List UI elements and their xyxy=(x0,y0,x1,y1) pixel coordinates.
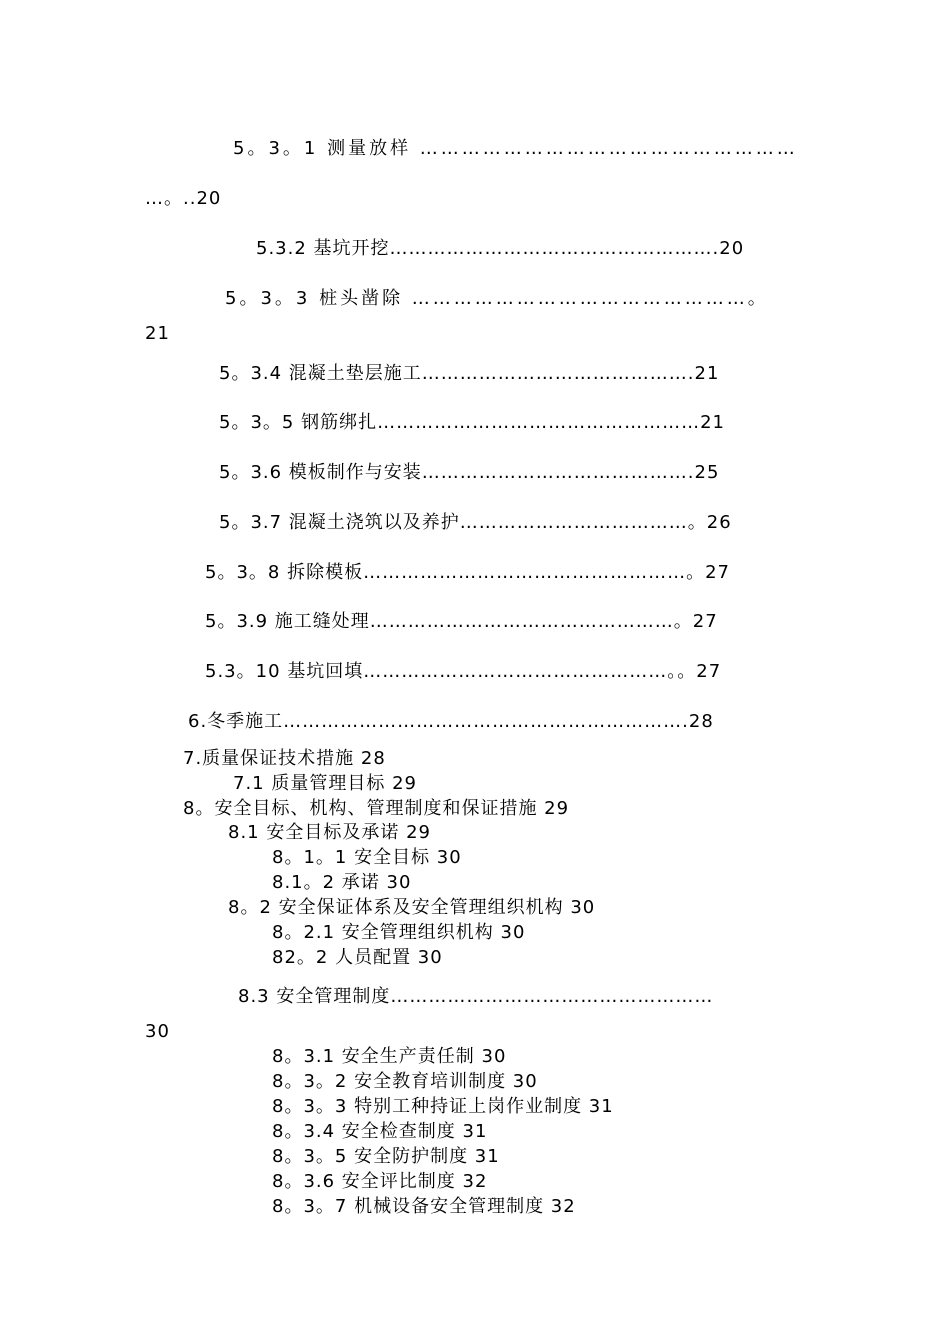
toc-entry-8-3-7: 8。3。7 机械设备安全管理制度 32 xyxy=(272,1196,576,1217)
toc-entry-5-3-7: 5。3.7 混凝土浇筑以及养护………………………………。26 xyxy=(219,512,732,533)
toc-entry-7: 7.质量保证技术措施 28 xyxy=(183,748,386,769)
toc-entry-5-3-3-page: 21 xyxy=(145,323,170,344)
toc-entry-8-3-4: 8。3.4 安全检查制度 31 xyxy=(272,1121,488,1142)
toc-entry-8-3-6: 8。3.6 安全评比制度 32 xyxy=(272,1171,488,1192)
toc-entry-5-3-6: 5。3.6 模板制作与安装…………………………………….25 xyxy=(219,462,720,483)
toc-entry-8-2-1: 8。2.1 安全管理组织机构 30 xyxy=(272,922,526,943)
toc-entry-5-3-4: 5。3.4 混凝土垫层施工…………………………………….21 xyxy=(219,363,720,384)
toc-entry-8-3: 8.3 安全管理制度…………………………………………… xyxy=(238,986,714,1007)
toc-entry-8-1: 8.1 安全目标及承诺 29 xyxy=(228,822,431,843)
toc-entry-8-1-2: 8.1。2 承诺 30 xyxy=(272,872,412,893)
toc-entry-8-3-page: 30 xyxy=(145,1021,170,1042)
toc-entry-6: 6.冬季施工……………………………………………………….28 xyxy=(188,711,714,732)
toc-entry-5-3-8: 5。3。8 拆除模板……………………………………………。27 xyxy=(205,562,730,583)
toc-entry-8-1-1: 8。1。1 安全目标 30 xyxy=(272,847,462,868)
toc-entry-8-3-2: 8。3。2 安全教育培训制度 30 xyxy=(272,1071,538,1092)
toc-entry-8-3-5: 8。3。5 安全防护制度 31 xyxy=(272,1146,500,1167)
toc-entry-8: 8。安全目标、机构、管理制度和保证措施 29 xyxy=(183,798,570,819)
toc-entry-5-3-9: 5。3.9 施工缝处理…………………………………………。27 xyxy=(205,611,718,632)
toc-entry-8-3-1: 8。3.1 安全生产责任制 30 xyxy=(272,1046,507,1067)
toc-entry-5-3-1-page: …。..20 xyxy=(145,188,222,209)
toc-entry-8-3-3: 8。3。3 特别工种持证上岗作业制度 31 xyxy=(272,1096,614,1117)
toc-entry-8-2: 8。2 安全保证体系及安全管理组织机构 30 xyxy=(228,897,596,918)
toc-entry-5-3-10: 5.3。10 基坑回填…………………………………………。。27 xyxy=(205,661,722,682)
toc-entry-5-3-3: 5。3。3 桩头凿除 …………………………………………。 xyxy=(225,288,769,309)
toc-entry-5-3-1: 5。3。1 测量放样 ……………………………………………… xyxy=(233,138,798,159)
toc-entry-7-1: 7.1 质量管理目标 29 xyxy=(233,773,417,794)
toc-entry-5-3-2: 5.3.2 基坑开挖…………………………………………….20 xyxy=(256,238,745,259)
toc-entry-8-2-2: 82。2 人员配置 30 xyxy=(272,947,443,968)
toc-entry-5-3-5: 5。3。5 钢筋绑扎……………………………………………21 xyxy=(219,412,725,433)
